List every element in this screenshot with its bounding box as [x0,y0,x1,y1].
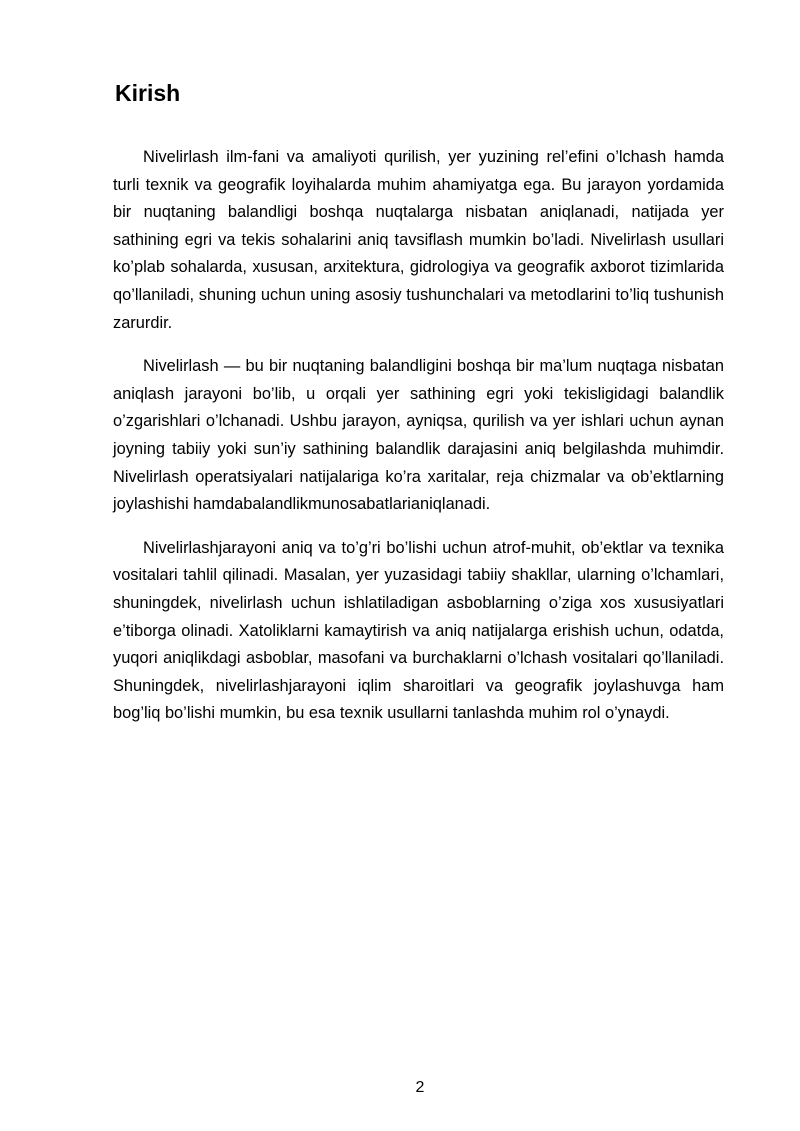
body-text [113,144,724,744]
paragraph-2: Nivelirlash — bu bir nuqtaning balandligini boshqa bir ma’lum nuqtaga nisbatan aniqlash jarayoni bo’lib, u orqali yer sathining egri yoki tekisligidagi balandlik o’zgarishlari o’lchanadi. Ushbu jarayon, ayniqsa, qurilish va yer ishlari uchun aynan joyning tabiiy yoki sun’iy sathining balandlik darajasini aniq belgilashda muhimdir. Nivelirlash operatsiyalari natijalariga ko’ra xaritalar, reja chizmalar va ob’ektlarning joylashishi hamdabalandlikmunosabatlarianiqlanadi. [113,357,724,514]
page-number: 2 [415,1079,425,1096]
paragraph-3: Nivelirlashjarayoni aniq va to’g’ri bo’lishi uchun atrof-muhit, ob’ektlar va texnika vositalari tahlil qilinadi. Masalan, yer yuzasidagi tabiiy shakllar, ularning o’lchamlari, shuningdek, nivelirlash uchun ishlatiladigan asboblarning o’ziga xos xususiyatlari e’tiborga olinadi. Xatoliklarni kamaytirish va aniq natijalarga erishish uchun, odatda, yuqori aniqlikdagi asboblar, masofani va burchaklarni o’lchash vositalari qo’llaniladi. Shuningdek, nivelirlashjarayoni iqlim sharoitlari va geografik joylashuvga ham bog’liq bo’lishi mumkin, bu esa texnik usullarni tanlashda muhim rol o’ynaydi. [113,538,724,723]
paragraph-1: Nivelirlash ilm-fani va amaliyoti qurilish, yer yuzining rel’efini o’lchash hamda turli texnik va geografik loyihalarda muhim ahamiyatga ega. Bu jarayon yordamida bir nuqtaning balandligi boshqa nuqtalarga nisbatan aniqlanadi, natijada yer sathining egri va tekis sohalarini aniq tavsiflash mumkin bo’ladi. Nivelirlash usullari ko’plab sohalarda, xususan, arxitektura, gidrologiya va geografik axborot tizimlarida qo’llaniladi, shuning uchun uning asosiy tushunchalari va metodlarini to’liq tushunish zarurdir. [113,148,724,332]
section-heading: Kirish [115,80,181,106]
